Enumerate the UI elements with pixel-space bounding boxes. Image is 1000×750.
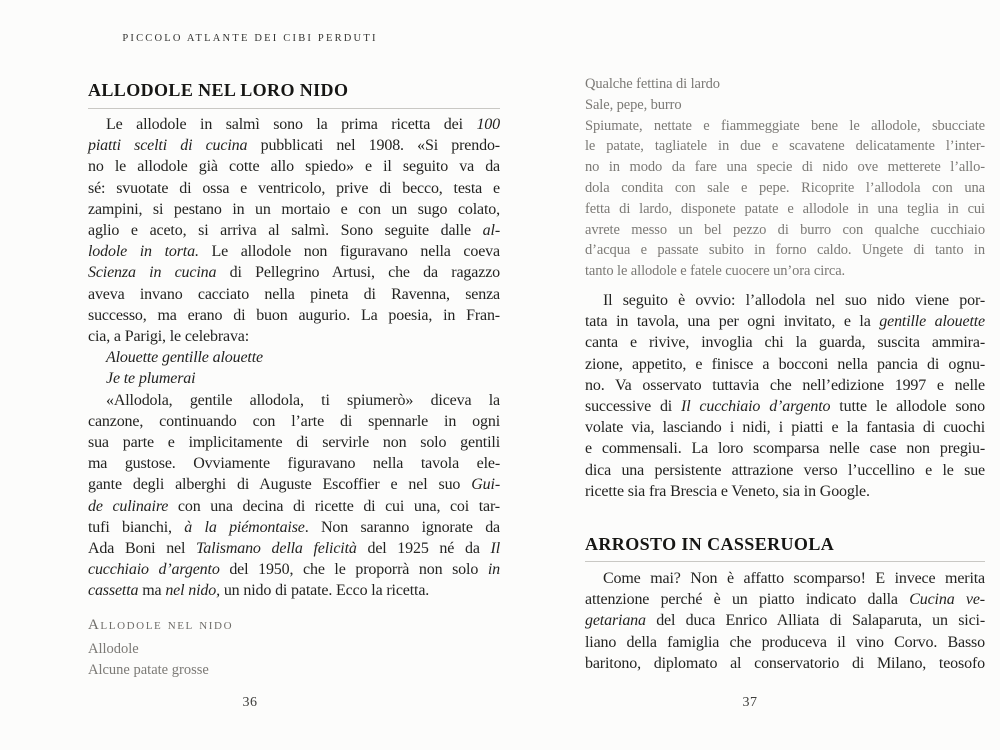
text-line: avrete messo un bel pezzo di burro con qualche cucchiaio [585, 221, 985, 238]
text-line: Qualche fettina di lardo [585, 76, 720, 92]
title-rule [88, 108, 500, 109]
text-line: attenzione perché è un piatto indicato dalla Cucina ve- [585, 591, 985, 609]
text-line: Alouette gentille alouette [106, 349, 263, 367]
text-line: Scienza in cucina di Pellegrino Artusi, che da ragazzo [88, 264, 500, 282]
text-line: ricette sia fra Brescia e Veneto, sia in Google. [585, 482, 870, 500]
text-line: aveva invano cacciato nella pineta di Ravenna, senza [88, 285, 500, 303]
text-line: canzone, continuando con l’arte di spennarle in ogni [88, 412, 500, 430]
text-line: volate via, lasciando i nidi, i piatti e la fantasia di cuochi [585, 419, 985, 437]
text-line: Allodole [88, 641, 139, 657]
text-line: Ada Boni nel Talismano della felicità del 1925 né da Il [88, 540, 500, 558]
chapter-title: ALLODOLE NEL LORO NIDO [88, 80, 349, 100]
section-title: ARROSTO IN CASSERUOLA [585, 534, 835, 554]
text-line: cia, a Parigi, le celebrava: [88, 328, 250, 346]
text-line: aglio e aceto, si arriva al salmì. Sono seguite dalle al- [88, 222, 500, 240]
text-line: zione, appetito, e finisce a bocconi nella pancia di ognu- [585, 355, 985, 373]
text-line: de culinaire con una decina di ricette di cui una, coi tar- [88, 497, 500, 515]
text-line: sua parte e implicitamente di servirle non solo gentili [88, 434, 500, 452]
text-line: zampini, si pestano in un mortaio e con un sugo colato, [88, 200, 500, 218]
text-line: d’acqua e passate subito in forno caldo. Ungete di tanto in [585, 242, 985, 259]
text-line: dica una persistente attrazione verso l’uccellino e le sue [585, 461, 985, 479]
text-line: dola condita con sale e pepe. Ricoprite l’allodola con una [585, 179, 985, 196]
text-line: Alcune patate grosse [88, 662, 209, 679]
text-line: baritono, diplomato al conservatorio di Milano, teosofo [585, 654, 985, 672]
text-line: no le allodole già cotte allo spiedo» e il seguito va da [88, 158, 500, 176]
text-line: canta e rivive, invoglia chi la guarda, suscita ammira- [585, 334, 985, 352]
text-line: tufi bianchi, à la piémontaise. Non saranno ignorate da [88, 518, 500, 536]
recipe-text-right [585, 74, 985, 282]
text-line: tanto le allodole e fatele cuocere un’ora circa. [585, 263, 846, 280]
page-number-right: 37 [742, 695, 758, 710]
text-line: sé: svuotate di ossa e ventricolo, prive di becco, testa e [88, 179, 500, 197]
text-line: Sale, pepe, burro [585, 96, 682, 113]
text-line: ma gustose. Ovviamente figuravano nella tavola ele- [88, 455, 500, 473]
text-line: «Allodola, gentile allodola, ti spiumerò» diceva la [106, 391, 500, 409]
text-line: gante degli alberghi di Auguste Escoffier e nel suo Gui- [88, 476, 500, 494]
page-number-left: 36 [242, 695, 258, 710]
text-line: Come mai? Non è affatto scomparso! E invece merita [603, 570, 985, 587]
text-line: Je te plumerai [106, 370, 196, 388]
text-line: cassetta ma nel nido, un nido di patate. Ecco la ricetta. [88, 582, 430, 600]
text-line: e commensali. La loro scomparsa nelle case non pregiu- [585, 440, 985, 458]
text-line: Il seguito è ovvio: l’allodola nel suo nido viene por- [603, 292, 985, 309]
text-line: successive di Il cucchiaio d’argento tutte le allodole sono [585, 398, 985, 416]
right-body-text-1 [585, 290, 985, 502]
left-body-text [88, 114, 500, 602]
text-line: fetta di lardo, disponete patate e allodole in una teglia in cui [585, 200, 985, 217]
text-line: lodole in torta. Le allodole non figuravano nella coeva [88, 243, 500, 261]
text-line: Le allodole in salmì sono la prima ricetta dei 100 [106, 116, 500, 133]
text-line: successo, ma erano di buon augurio. La poesia, in Fran- [88, 306, 500, 324]
text-line: no. Va osservato tuttavia che nell’edizione 1997 e nelle [585, 376, 985, 394]
section-title-rule [585, 561, 985, 562]
text-line: piatti scelti di cucina pubblicati nel 1908. «Si prendo- [88, 137, 500, 155]
recipe-ingredients-left [88, 639, 500, 681]
text-line: cucchiaio d’argento del 1950, che le proporrà non solo in [88, 561, 500, 579]
right-body-text-2 [585, 568, 985, 674]
text-line: no in modo da fare una specie di nido ove metterete l’allo- [585, 159, 985, 176]
text-line: le patate, tagliatele in due e scavatene delicatamente l’inter- [585, 138, 985, 155]
text-line: Spiumate, nettate e fiammeggiate bene le allodole, sbucciate [585, 117, 985, 134]
text-line: liano della famiglia che produceva il vino Corvo. Basso [585, 633, 985, 651]
text-line: tata in tavola, una per ogni invitato, e la gentille alouette [585, 313, 985, 331]
recipe-heading: Allodole nel nido [88, 617, 234, 633]
running-header: PICCOLO ATLANTE DEI CIBI PERDUTI [122, 33, 378, 44]
text-line: getariana del duca Enrico Alliata di Salaparuta, un sici- [585, 612, 985, 630]
